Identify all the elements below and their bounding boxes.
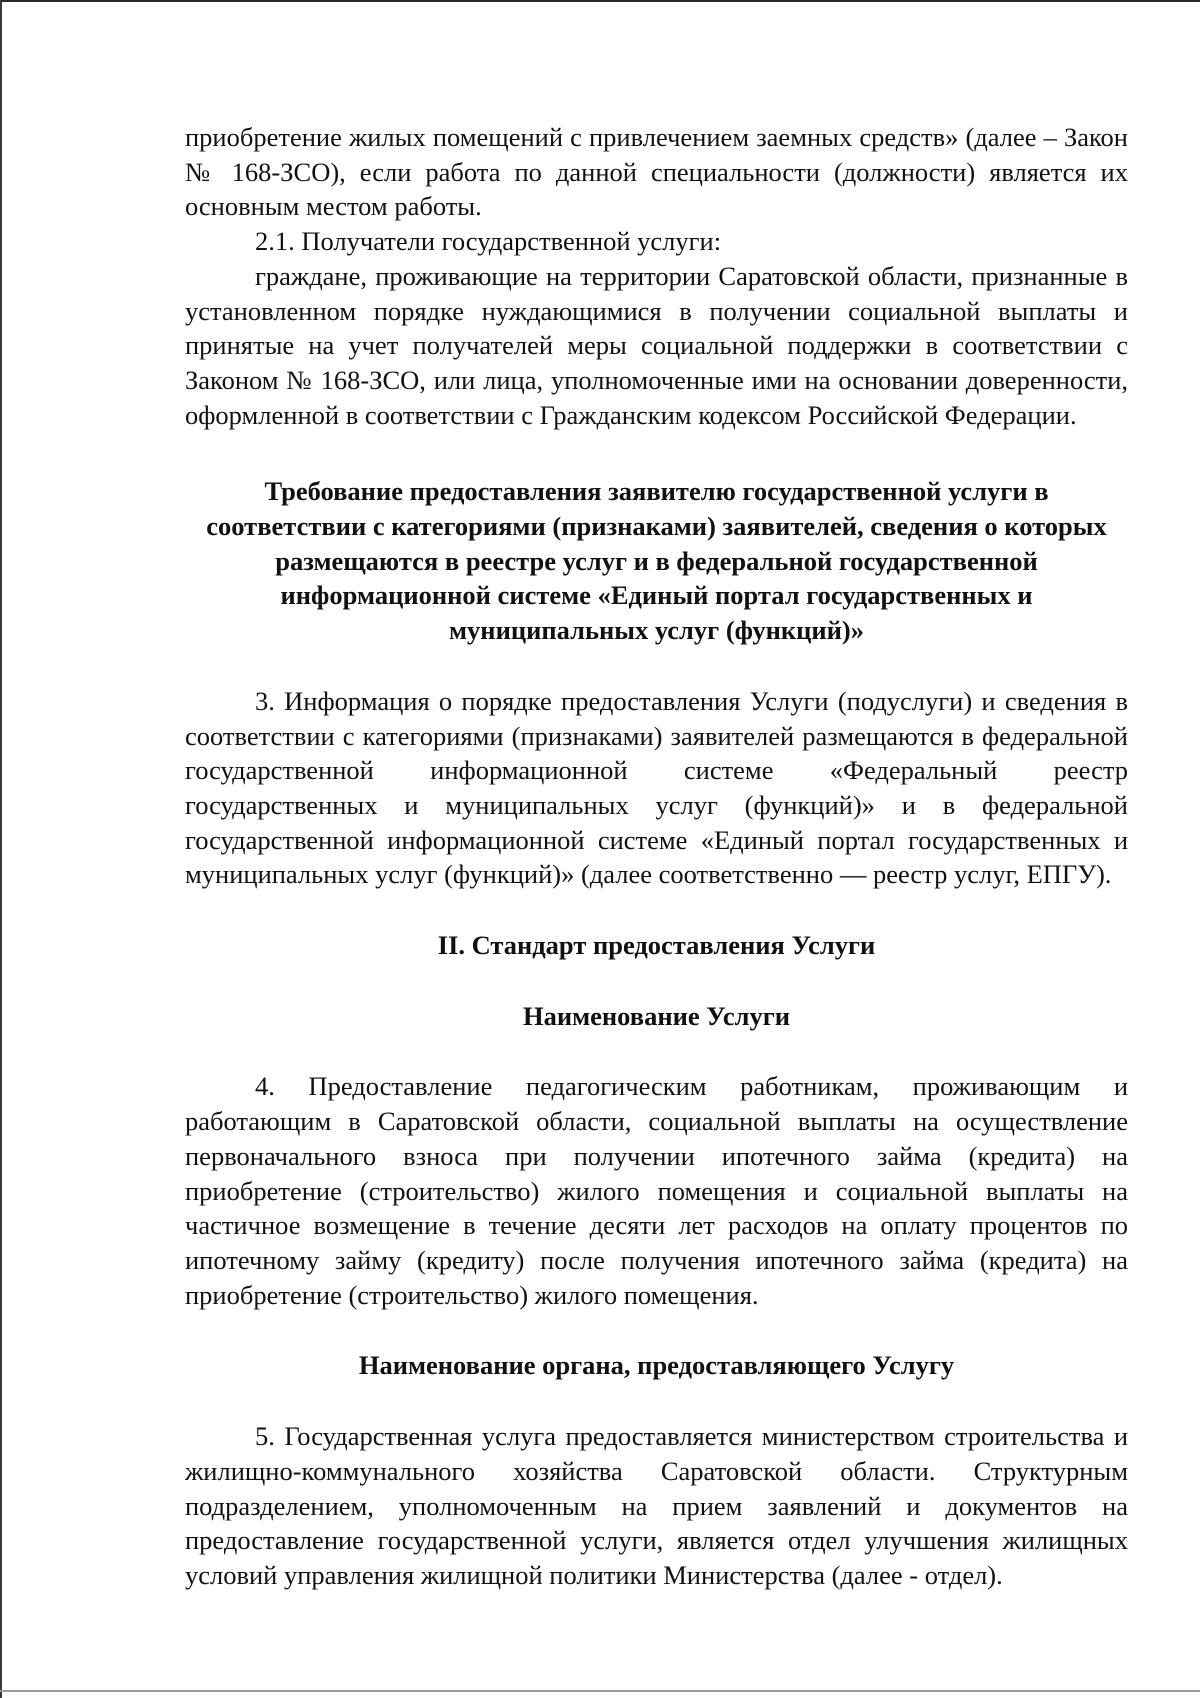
paragraph-5: 5. Государственная услуга предоставляется министерством строительства и жилищно-коммунального хозяйства Саратовской области. Структурным подразделением, уполномоченным на прием заявлений и документов на предоставление государственной услуги, является отдел улучшения жилищных условий управления жилищной политики Министерства (далее - отдел). — [185, 1421, 1128, 1590]
scan-edge-bottom — [0, 1690, 1200, 1692]
heading-requirement: Требование предоставления заявителю государственной услуги в соответствии с категориями (признаками) заявителей, сведения о которых размещаются в реестре услуг и в федеральной государственной информационной системе «Единый портал государственных и муниципальных услуг (функций)» — [206, 476, 1107, 646]
paragraph-4: 4. Предоставление педагогическим работникам, проживающим и работающим в Саратовской области, социальной выплаты на осуществление первоначального взноса при получении ипотечного займа (кредита) на приобретение (строительство) жилого помещения и социальной выплаты на частичное возмещение в течение десяти лет расходов на оплату процентов по ипотечному займу (кредиту) после получения ипотечного займа (кредита) на приобретение (строительство) жилого помещения. — [185, 1071, 1128, 1310]
scan-edge-left — [0, 0, 2, 1698]
document-body — [185, 120, 1128, 1593]
heading-authority: Наименование органа, предоставляющего Услугу — [358, 1350, 955, 1381]
paragraph-continuation: приобретение жилых помещений с привлечением заемных средств» (далее – Закон № 168-ЗСО), если работа по данной специальности (должности) является их основным местом работы. — [185, 122, 1128, 222]
heading-section-2: II. Стандарт предоставления Услуги — [437, 930, 876, 961]
paragraph-recipients: граждане, проживающие на территории Саратовской области, признанные в установленном порядке нуждающимися в получении социальной выплаты и принятые на учет получателей меры социальной поддержки в соответствии с Законом № 168-ЗСО, или лица, уполномоченные ими на основании доверенности, оформленной в соответствии с Гражданским кодексом Российской Федерации. — [185, 260, 1128, 430]
paragraph-2-1: 2.1. Получатели государственной услуги: — [255, 226, 722, 257]
scan-edge-top — [0, 0, 1200, 2]
paragraph-3: 3. Информация о порядке предоставления Услуги (подуслуги) и сведения в соответствии с категориями (признаками) заявителей размещаются в федеральной государственной информационной системе «Федеральный реестр государственных и муниципальных услуг (функций)» и в федеральной государственной информационной системе «Единый портал государственных и муниципальных услуг (функций)» (далее соответственно — реестр услуг, ЕПГУ). — [185, 685, 1128, 890]
heading-service-name: Наименование Услуги — [522, 1000, 791, 1031]
